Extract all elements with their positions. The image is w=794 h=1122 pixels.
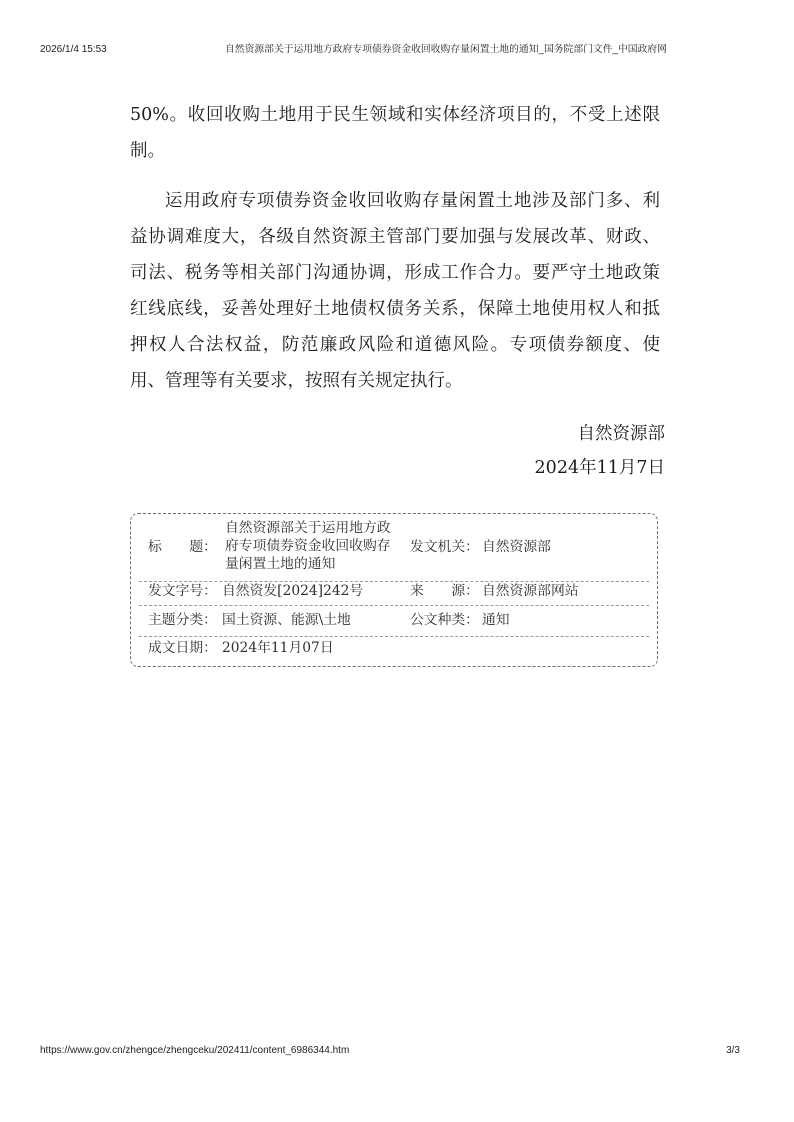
source-value: 自然资源部网站 [482, 583, 579, 599]
source-label: 来 源： [410, 583, 479, 599]
date-written-value: 2024年11月07日 [222, 640, 334, 656]
document-type-value: 通知 [482, 612, 510, 628]
print-page-title: 自然资源部关于运用地方政府专项债券资金收回收购存量闲置土地的通知_国务院部门文件_中国政府网 [225, 44, 667, 55]
paragraph-line: 红线底线，妥善处理好土地债权债务关系，保障土地使用权人和抵 [130, 299, 660, 319]
print-timestamp: 2026/1/4 15:53 [40, 44, 107, 55]
body-text [130, 97, 660, 399]
paragraph-line: 押权人合法权益，防范廉政风险和道德风险。专项债券额度、使 [130, 335, 660, 355]
date-written-label: 成文日期： [148, 640, 217, 656]
document-number-label: 发文字号： [148, 583, 217, 599]
paragraph-line: 用、管理等有关要求，按照有关规定执行。 [130, 371, 463, 391]
title-label: 标 题： [148, 539, 217, 555]
print-footer-url: https://www.gov.cn/zhengce/zhengceku/202411/content_6986344.htm [40, 1045, 350, 1056]
paragraph-line: 益协调难度大，各级自然资源主管部门要加强与发展改革、财政、 [130, 227, 660, 247]
signature-date: 2024年11月7日 [534, 458, 665, 478]
subject-category-label: 主题分类： [148, 612, 217, 628]
document-info-table [130, 513, 658, 667]
paragraph-line: 制。 [130, 141, 165, 161]
issuing-authority-label: 发文机关： [410, 539, 479, 555]
paragraph-1 [130, 97, 660, 169]
document-number-value: 自然资发[2024]242号 [222, 583, 364, 599]
paragraph-line: 司法、税务等相关部门沟通协调，形成工作合力。要严守土地政策 [130, 263, 660, 283]
subject-category-value: 国土资源、能源\土地 [222, 612, 351, 628]
paragraph-line: 50%。收回收购土地用于民生领域和实体经济项目的，不受上述限 [130, 105, 660, 125]
print-page-number: 3/3 [726, 1045, 740, 1056]
document-type-label: 公文种类： [410, 612, 479, 628]
issuing-authority-value: 自然资源部 [482, 539, 551, 555]
row-divider [139, 636, 649, 637]
paragraph-2 [130, 183, 660, 399]
row-divider [139, 605, 649, 606]
paragraph-line: 运用政府专项债券资金收回收购存量闲置土地涉及部门多、利 [165, 191, 660, 211]
signature-block [535, 417, 665, 485]
title-value: 自然资源部关于运用地方政府专项债券资金收回收购存量闲置土地的通知 [225, 520, 391, 572]
signature-issuer: 自然资源部 [577, 424, 665, 444]
